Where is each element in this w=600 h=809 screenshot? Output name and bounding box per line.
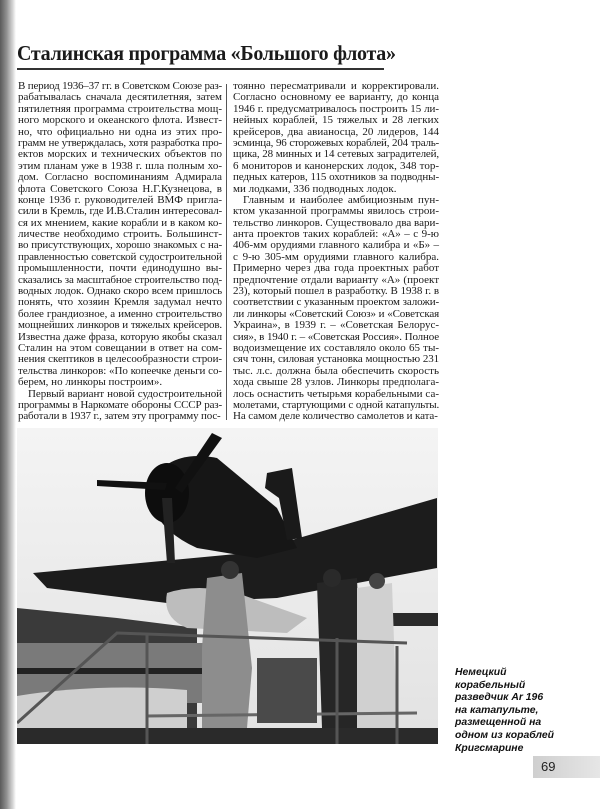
- text-line: соответствии с указанным проектом заложи-: [233, 296, 439, 309]
- text-line: правленностью советской судостроительной: [18, 250, 222, 263]
- column-divider: [226, 84, 227, 420]
- page-number: 69: [541, 759, 556, 774]
- text-line: сяч тонн, силовая установка мощностью 231: [233, 353, 439, 366]
- text-line: Примерно через два года проектных работ: [233, 262, 439, 275]
- text-line: Сталин на этом совещании в ответ на сом-: [18, 341, 222, 354]
- text-line: дом. Согласно воспоминаниям Адмирала: [18, 171, 222, 184]
- text-line: сказались за масштабное строительство под-: [18, 273, 222, 286]
- text-line: хода свыше 28 узлов. Линкоры предполага-: [233, 376, 439, 389]
- text-line: сия», в 1940 г. – «Советская Россия». Полное: [233, 330, 439, 343]
- text-line: Согласно основному ее варианту, до конца: [233, 91, 439, 104]
- text-line: личестве необходимо строить. Большинст-: [18, 228, 222, 241]
- text-line: Первый вариант новой судостроительной: [28, 387, 222, 400]
- text-line: флота Советского Союза Н.Г.Кузнецова, в: [18, 182, 222, 195]
- text-line: анта проектов таких кораблей: «А» – с 9-ю: [233, 228, 439, 241]
- text-line: крейсеров, два авианосца, 20 лидеров, 144: [233, 125, 439, 138]
- text-column-right: [233, 81, 439, 423]
- text-line: с 9-ю 305-мм орудиями главного калибра.: [233, 250, 439, 263]
- caption-line: корабельный: [455, 679, 526, 691]
- text-line: пятилетняя программа строительства мощ-: [18, 102, 222, 115]
- text-column-left: [18, 81, 222, 423]
- text-line: ектов морских и технических объектов по: [18, 148, 222, 161]
- text-line: ся их мнением, какие корабли и в каком ко-: [18, 216, 222, 229]
- text-line: рабатывалась сначала десятилетняя, затем: [18, 91, 222, 104]
- text-line: тельство линкоров. Существовало два вари-: [233, 216, 440, 229]
- text-line: лось оснастить четырьмя корабельными са-: [233, 387, 439, 400]
- photo-caption: [455, 667, 554, 755]
- text-line: берем, но линкоры построим».: [18, 376, 163, 389]
- text-line: программы в Наркомате обороны СССР раз-: [18, 398, 222, 411]
- text-line: 1946 г. предусматривалось построить 15 ли-: [233, 102, 439, 115]
- text-line: ктом указанной программы явилось строи-: [233, 205, 439, 218]
- text-line: сили в Кремль, где И.В.Сталин интересовал-: [18, 205, 222, 218]
- text-line: На самом деле количество самолетов и ката-: [233, 410, 438, 423]
- caption-line: Кригсмарине: [455, 742, 524, 754]
- text-line: Украина», в 1939 г. – «Советская Белорус-: [233, 319, 439, 332]
- text-line: мощнейших линкоров и тяжелых крейсеров.: [18, 319, 222, 332]
- title-underline: [17, 68, 384, 70]
- section-title: Сталинская программа «Большого флота»: [17, 41, 396, 65]
- text-line: конце 1936 г. руководителей ВМФ пригла-: [18, 193, 222, 206]
- text-line: 406-мм орудиями главного калибра и «Б» –: [233, 239, 439, 252]
- caption-line: разведчик Ar 196: [455, 692, 544, 704]
- text-line: тельства линкоров: «По копеечке деньги со-: [18, 364, 222, 377]
- page-binding-shadow: [0, 0, 16, 809]
- text-line: предпочтение отдали варианту «А» (проект: [233, 273, 439, 286]
- text-line: Главным и наиболее амбициозным пун-: [243, 193, 439, 206]
- text-line: тоянно пересматривали и корректировали.: [233, 80, 439, 92]
- text-line: Известна даже фраза, которую якобы сказал: [18, 330, 222, 343]
- text-line: щика, 28 минных и 14 сетевых заградителей,: [233, 148, 439, 161]
- text-line: тыс. л.с. должна была обеспечить скорость: [233, 364, 439, 377]
- photo-ar196-on-catapult: [17, 428, 438, 744]
- text-line: понять, что хозяин Кремля задумал нечто: [18, 296, 222, 309]
- text-line: водоизмещение их составляло около 65 ты-: [233, 341, 439, 354]
- text-line: во присутствующих, хорошо знакомых с на-: [18, 239, 222, 252]
- text-line: грамм не утверждалась, хотя разработка про-: [18, 136, 222, 149]
- text-line: 23), который пошел в разработку. В 1938 г. в: [233, 285, 439, 298]
- text-line: работали в 1937 г., затем эту программу пос-: [18, 410, 221, 423]
- text-line: ного морского и океанского флота. Извест-: [18, 114, 222, 127]
- text-line: В период 1936–37 гг. в Советском Союзе раз-: [18, 80, 222, 92]
- caption-line: на катапульте,: [455, 704, 539, 716]
- text-line: нейных кораблей, 15 тяжелых и 28 легких: [233, 114, 439, 127]
- text-line: нения скептиков в целесообразности строи-: [18, 353, 222, 366]
- caption-line: Немецкий: [455, 667, 507, 678]
- text-line: педных катеров, 115 охотников за подводны-: [233, 171, 439, 184]
- text-line: ли линкоры «Советский Союз» и «Советская: [233, 307, 439, 320]
- text-line: ми лодками, 336 подводных лодок.: [233, 182, 397, 195]
- text-line: более грандиозное, а именно строительство: [18, 307, 222, 320]
- text-line: эсминца, 96 сторожевых кораблей, 204 траль-: [233, 136, 439, 149]
- text-line: водных лодок. Однако скоро всем пришлось: [18, 285, 222, 298]
- text-line: 6 мониторов и канонерских лодок, 348 тор-: [233, 159, 439, 172]
- caption-line: размещенной на: [455, 717, 542, 729]
- caption-line: одном из кораблей: [455, 729, 554, 741]
- text-line: но, что официально ни одна из этих про-: [18, 125, 222, 138]
- text-line: промышленности, почти единодушно вы-: [18, 262, 222, 275]
- text-line: этим планам уже в 1938 г. шла полным хо-: [18, 159, 222, 172]
- text-line: молетами, стартующими с одной катапульты.: [233, 398, 439, 411]
